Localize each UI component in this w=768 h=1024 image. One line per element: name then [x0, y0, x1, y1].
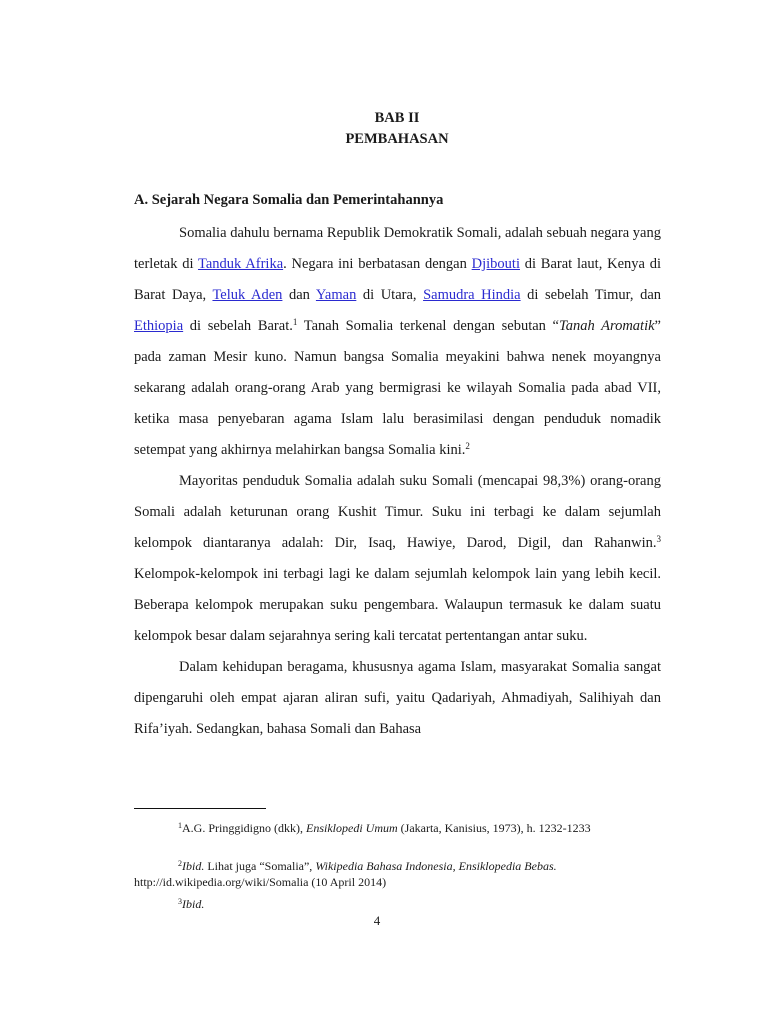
footnote-ref-2: 2	[465, 441, 470, 451]
paragraph-1: Somalia dahulu bernama Republik Demokratik Somali, adalah sebuah negara yang terletak di Tanduk Afrika. Negara ini berbatasan dengan Djibouti di Barat laut, Kenya di Barat Daya, Teluk Aden dan Yaman di Utara, Samudra Hindia di sebelah Timur, dan Ethiopia di sebelah Barat.$^1$ Tanah Somalia terkenal dengan sebutan “Tanah Aromatik” pada zaman Mesir kuno. Namun bangsa Somalia meyakini bahwa nenek moyangnya sekarang adalah orang-orang Arab yang bermigrasi ke wilayah Somalia pada abad VII, ketika masa penyebaran agama Islam lalu berasimilasi dengan penduduk nomadik setempat yang akhirnya melahirkan bangsa Somalia kini.$^2$	[134, 225, 662, 458]
paragraph-3: Dalam kehidupan beragama, khususnya agama Islam, masyarakat Somalia sangat dipengaruhi oleh empat ajaran aliran sufi, yaitu Qadariyah, Ahmadiyah, Salihiyah dan Rifa’iyah. Sedangkan, bahasa Somali dan Bahasa	[134, 659, 661, 737]
chapter-number: BAB II	[374, 110, 420, 126]
footnote-3: $^3$Ibid.	[178, 897, 205, 911]
link-djibouti[interactable]: Djibouti	[471, 256, 520, 272]
link-samudra-hindia[interactable]: Samudra Hindia	[423, 287, 521, 303]
body-text	[134, 218, 661, 745]
page-number: 4	[373, 913, 381, 928]
footnote-2: $^2$Ibid. Lihat juga “Somalia”, Wikipedia Bahasa Indonesia, Ensiklopedia Bebas. http://id.wikipedia.org/wiki/Somalia (10 April 2014)	[134, 859, 557, 889]
paragraph-2: Mayoritas penduduk Somalia adalah suku Somali (mencapai 98,3%) orang-orang Somali adalah keturunan orang Kushit Timur. Suku ini terbagi ke dalam sejumlah kelompok diantaranya adalah: Dir, Isaq, Hawiye, Darod, Digil, dan Rahanwin.$^3$ Kelompok-kelompok ini terbagi lagi ke dalam sejumlah kelompok lain yang lebih kecil. Beberapa kelompok merupakan suku pengembara. Walaupun termasuk ke dalam suatu kelompok besar dalam sejarahnya sering kali tercatat pertentangan antar suku.	[134, 473, 661, 644]
italic-term: Tanah Aromatik	[559, 318, 655, 334]
section-heading: A. Sejarah Negara Somalia dan Pemerintahannya	[134, 192, 444, 208]
link-tanduk-afrika[interactable]: Tanduk Afrika	[198, 256, 284, 272]
footnote-ref-3: 3	[656, 534, 661, 544]
link-teluk-aden[interactable]: Teluk Aden	[212, 287, 283, 303]
footnote-ref-1: 1	[292, 317, 298, 327]
link-ethiopia[interactable]: Ethiopia	[134, 318, 184, 334]
footnote-1: $^1$A.G. Pringgidigno (dkk), Ensiklopedi Umum (Jakarta, Kanisius, 1973), h. 1232-1233	[178, 821, 591, 835]
link-yaman[interactable]: Yaman	[315, 287, 357, 303]
footnote-separator	[134, 808, 266, 809]
chapter-title: PEMBAHASAN	[345, 131, 449, 147]
